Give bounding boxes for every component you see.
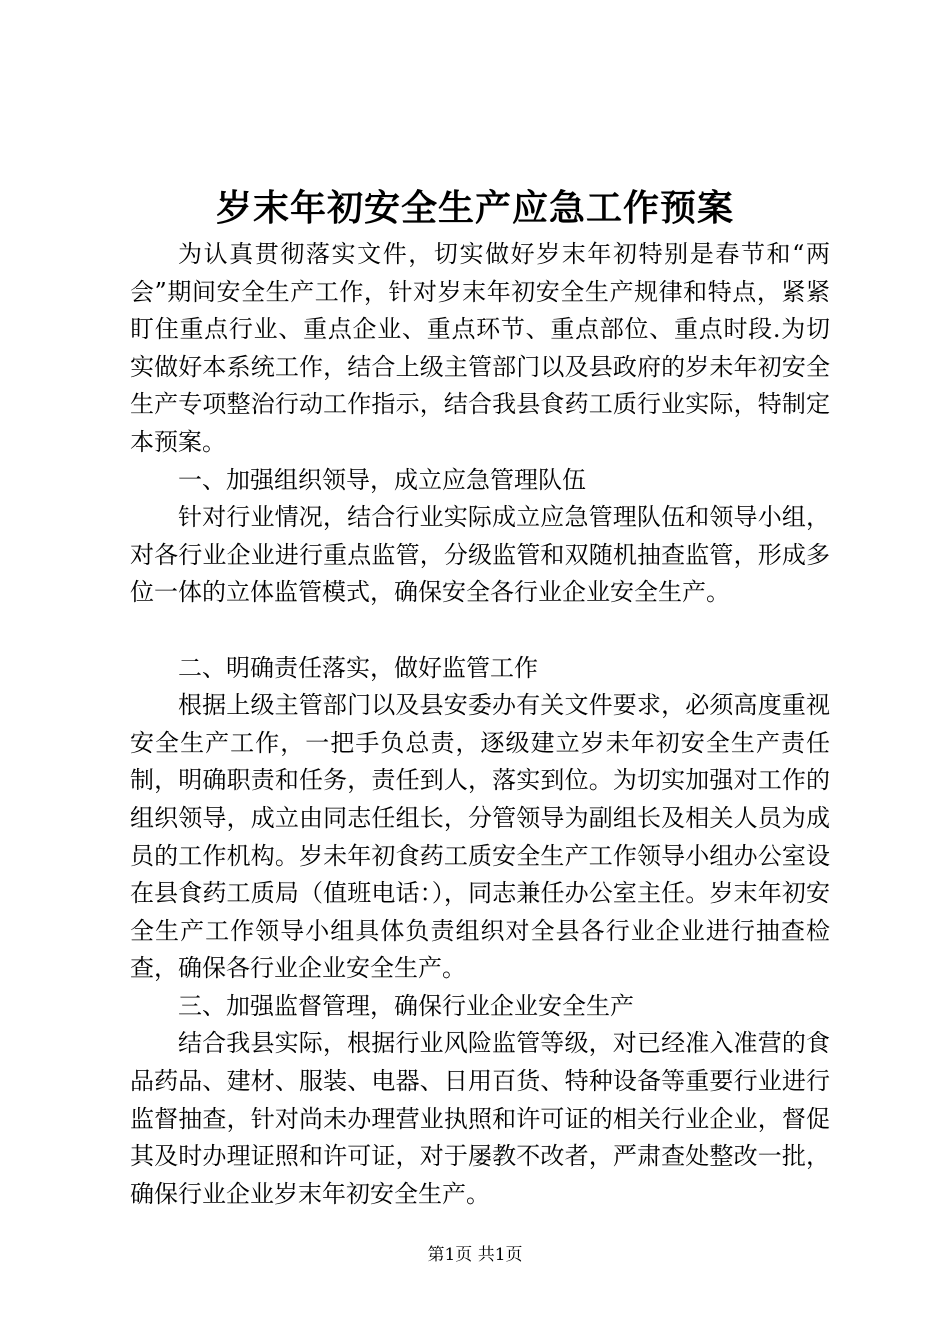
section-heading-3: 三、加强监督管理，确保行业企业安全生产: [178, 991, 634, 1020]
section-paragraph-2: 根据上级主管部门以及县安委办有关文件要求，必须高度重视安全生产工作，一把手负总责，逐级建立岁未年初安全生产责任制，明确职责和任务，责任到人，落实到位。为切实加强对工作的组织领导，成立由同志任组长，分管领导为副组长及相关人员为成员的工作机构。岁未年初食药工质安全生产工作领导小组办公室设在县食药工质局（值班电话：），同志兼任办公室主任。岁末年初安全生产工作领导小组具体负责组织对全县各行业企业进行抽查检查，确保各行业企业安全生产。: [130, 691, 830, 983]
section-paragraph-1: 针对行业情况，结合行业实际成立应急管理队伍和领导小组，对各行业企业进行重点监管，分级监管和双随机抽查监管，形成多位一体的立体监管模式，确保安全各行业企业安全生产。: [130, 503, 830, 607]
section-paragraph-3: 结合我县实际，根据行业风险监管等级，对已经准入准营的食品药品、建材、服装、电器、日用百货、特种设备等重要行业进行监督抽查，针对尚未办理营业执照和许可证的相关行业企业，督促其及时办理证照和许可证，对于屡教不改者，严肃查处整改一批，确保行业企业岁末年初安全生产。: [130, 1029, 830, 1208]
page-footer: 第1页 共1页: [427, 1245, 523, 1265]
section-heading-1: 一、加强组织领导，成立应急管理队伍: [178, 465, 586, 494]
document-body: [130, 236, 830, 1213]
blank-line: [130, 612, 830, 650]
document-title: 岁末年初安全生产应急工作预案: [215, 187, 734, 229]
section-heading-2: 二、明确责任落实，做好监管工作: [178, 653, 538, 682]
intro-paragraph: 为认真贯彻落实文件，切实做好岁末年初特别是春节和“两会”期间安全生产工作，针对岁末年初安全生产规律和特点，紧紧盯住重点行业、重点企业、重点环节、重点部位、重点时段.为切实做好本系统工作，结合上级主管部门以及县政府的岁未年初安全生产专项整治行动工作指示，结合我县食药工质行业实际，特制定本预案。: [130, 240, 830, 456]
